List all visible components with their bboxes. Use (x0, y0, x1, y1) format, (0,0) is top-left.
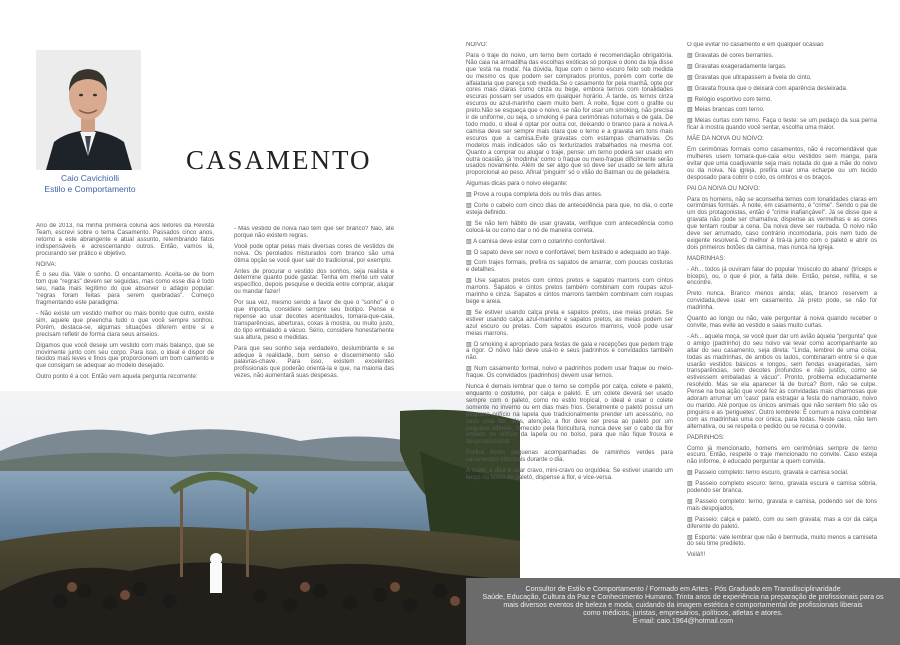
list-item: ▧ Meias brancas com terno. (687, 106, 765, 114)
paragraph: - Ah... aquela moça, se você quer dar um avião àquela "pergunta" que o amigo (padrinho) do seu noivo vai levar como acompanhante ao altar do seu casamento, seja direta: "Linda, lembrei de uma coisa, todas as madrinhas, de ambos os lados, combinaram entre si e que usarão vestidos básicos e longos, sem fendas exageradas, sem transparências, sem decotes profundos e não justos, como se estivessem embaladas a vácuo". Pronto, problema educadamente resolvido. Mas se ela aparecer lá de burca? Bom, não se culpe. Pense na boa ação que você fez às convidadas mais charmosas que adoram arrumar um 'caso' para estragar a festa do namorado, noivo ou marido. Até porque os únicos animais que não sentem frio são os pinguins e as 'periguetes'. Outro lembrete: É comum a noiva combinar com as madrinhas uma cor única, para todas. Neste caso, não tem alternativa, ou se respeita o pedido ou se recusa o convite. (687, 332, 877, 430)
paragraph: Quanto ao longo ou não, vale perguntar à noiva quando receber o convite, mas evite ao vestido e saias muito curtas. (687, 315, 877, 329)
bio-line: mais diversos eventos de beleza e moda, cuidando da imagem estética e comportamental de profissionais liberais (503, 600, 863, 609)
text-column-1 (36, 223, 214, 391)
list-item: ▧ O smoking é apropriado para festas de gala e recepções que pedem traje a rigor. O noivo não deve usá-lo e seus padrinhos e convidados também não. (466, 340, 673, 362)
paragraph: Em cerimônias formais como casamentos, não é recomendável que mulheres usem tomara-que-caia e/ou vestidos sem manga, para evitar que uma coadjuvante seja mais notada do que a mãe do noivo ou da noiva. Na igreja, prefira usar uma echarpe ou um tecido desposado para cobrir o colo, os ombros e os braços. (687, 146, 877, 181)
author-portrait-image (36, 50, 141, 170)
paragraph: NOIVO: (466, 42, 488, 48)
list-item: ▧ Relógio esportivo com terno. (687, 95, 773, 103)
paragraph: Para que seu sonho seja verdadeiro, deslumbrante e se adeque à realidade, bom senso e discernimento são palavras-chave. Para isso, existem excelentes profissionais que poderão orientá-la e que, na maioria das vezes, não aumentarã suas despesas. (234, 344, 394, 380)
text-column-4 (687, 42, 877, 567)
list-item: ▧ Num casamento formal, noivo e padrinhos podem usar fraque ou meio-fraque. Os convidados (padrinhos) devem usar ternos. (466, 365, 673, 380)
list-item: ▧ Gravatas de cores berrantes. (687, 51, 774, 59)
paragraph: Antes de procurar o vestido dos sonhos, seja realista e determine quanto pode gastar. Tenha em mente um valor específico, depois pesquise e decida entre comprar, alugar ou mandar fazer! (234, 267, 394, 296)
paragraph: - Não existe um vestido melhor ou mais bonito que outro, existe sim, aquele que preencha tudo o que você sempre sonhou. Porém, destaca-se, algumas situações diferem entre si e precisam refletir de forma clara seus anseios. (36, 309, 214, 338)
list-item: ▧ Gravata frouxa que o deixará com aparência desleixada. (687, 84, 848, 92)
list-item: ▧ Passeio: calça e paletó, com ou sem gravata; mas a cor da calça diferente do paletó. (687, 515, 877, 530)
paragraph: Prefira flores pequenas acompanhadas de raminhos verdes para casamentos informais durante o dia. (466, 449, 673, 464)
list-item: ▧ Gravatas que ultrapassem a fivela do cinto. (687, 73, 812, 81)
author-byline (20, 173, 160, 195)
list-item: ▧ Se não tem hábito de usar gravata, verifique com antecedência como colocá-la ou como dar o nó de maneira correta. (466, 219, 673, 234)
author-photo (36, 50, 141, 170)
paragraph: Nunca é demais lembrar que o terno se compõe por calça, colete e paletó, enquanto o costume, por calça e paletó. E um colete deverá ser usado sempre com o paletó, como no estilo tropical, o ideal é usar o colete somente no inverno ou em dias mais frios. Geralmente o paletó possui um pequeno orifício na lapela que tradicionalmente prender um acessório, no caso uma flor. Mas, atenção, a flor deve ser presa ao paletó por um pequeno alfinete, fornecido pela floricultura, nunca deve ser o cabo da flor enfiado no orifício da lapela ou no bolso, para que não fique frouxa e desproporcional. (466, 383, 673, 446)
list-item: ▧ O sapato deve ser novo e confortável, bem lustrado e adequado ao traje. (466, 248, 671, 256)
paragraph: Algumas dicas para o noivo elegante: (466, 180, 568, 188)
text-column-2 (234, 226, 394, 391)
wedding-photo (0, 391, 520, 645)
paragraph: - Mas vestido de noiva não tem que ser branco? Não, até porque não existem regras. (234, 226, 394, 239)
paragraph: Ano de 2013, na minha primeira coluna aos leitores da Revista Team, escrevi sobre o tema Casamento. Passados cinco anos, retorno a este abrangente e atual assunto, relembrando fatos indispensáveis e acrescentando outros. Então, vamos lá, procurando ser prático e objetivo. (36, 223, 214, 257)
list-item: ▧ Passeio completo escuro: terno, gravata escura e camisa sóbria, podendo ser branca. (687, 480, 877, 495)
paragraph: Por sua vez, mesmo sendo a favor de que o "sonho" é o que importa, considere sempre seu biotipo. Pense e repense ao usar decotes acentuados, tomara-que-caia, transparências, aberturas, coxas à mostra, ou muito justo, do tipo embalado a vácuo. Sério, considere honestamente sua altura, peso e medidas. (234, 299, 394, 341)
section-heading: MÃE DA NOIVA OU NOIVO: (687, 135, 764, 143)
paragraph: O que evitar no casamento e em qualquer ocasião (687, 42, 824, 48)
list-item: ▧ Esporte: vale lembrar que não é bermuda, muito menos a camiseta do seu time predileto. (687, 533, 877, 548)
paragraph: NOIVA: (36, 260, 57, 268)
paragraph: Como já mencionado, homens em cerimônias sempre de terno escuro. Então, respeite o traje mencionado no convite. Caso esteja não informe, é educado perguntar a quem convida. (687, 444, 877, 466)
paragraph: - Ah... todos já ouviram falar do popular 'músculo do abano' (tríceps e bíceps), ou, o que é pior, a falta dele. Então, pense, reflita, e se encontre. (687, 265, 877, 287)
paragraph: Preto nunca. Branco menos ainda; elas, branco reservem a convidada,deve usar em casamento. Já preto pode, se não for madrinha. (687, 290, 877, 312)
paragraph: Voilà!!! (687, 551, 706, 559)
list-item: ▧ Prove a roupa completa dois ou três dias antes. (466, 191, 603, 199)
list-item: ▧ Passeio completo: terno escuro, gravata e camisa social. (687, 469, 849, 477)
list-item: ▧ Com trajes formais, prefira os sapatos de amarrar, com poucas costuras e detalhes. (466, 259, 673, 274)
paragraph: Você pode optar pelas mais diversas cores de vestidos de noiva. Os perolados misturados com branco são uma ótima opção se você quer sair do tradicional, por exemplo. (234, 242, 394, 264)
author-email: E-mail: caio.1964@hotmail.com (632, 616, 734, 625)
article-title: CASAMENTO (186, 145, 372, 175)
list-item: ▧ Passeio completo: terno, gravata e camisa, podendo ser de tons mais despojados. (687, 497, 877, 512)
text-column-3 (466, 42, 673, 567)
author-name: Caio Cavichiolli (60, 173, 120, 183)
list-item: ▧ Meias curtas com terno. Faça o teste: se um pedaço da sua perna ficar à mostra quando você sentar, escolha uma maior. (687, 117, 877, 132)
wedding-scene-image (0, 391, 520, 645)
section-heading: PADRINHOS: (687, 433, 725, 441)
paragraph: À noite, a dica é usar cravo, mini-cravo ou orquídea. Se estiver usando um lenço no bolso do paletó, dispense a flor, e vice-versa. (466, 467, 673, 481)
section-heading: PAI DA NOIVA OU NOIVO: (687, 184, 760, 192)
list-item: ▧ Se estiver usando calça preta e sapatos pretos, use meias pretas. Se estiver usando calça azul-marinho e sapatos pretos, as meias podem ser azul escuro ou pretas. Com sapatos escuros marrons, você pode usar meias marrons. (466, 308, 673, 337)
list-item: ▧ Use sapatos pretos com cintos pretos e sapatos marrons com cintos marrons. Sapatos e cintos pretos também combinam com roupas azul-marinho e cinza. Sapatos e cintos marrons também combinam com roupas bege e areia. (466, 277, 673, 305)
paragraph: Outro ponto é a cor. Então vem aquela pergunta recorrente: (36, 373, 198, 381)
paragraph: É o seu dia. Vale o sonho. O encantamento. Aceita-se de bom tom que "regras" devem ser seguidas, mas como esse dia é todo seu, nada mais legítimo do que absorver o adágio popular: "regras foram feitas para serem quebradas". Começo fragmentando este paradigma: (36, 271, 214, 307)
bio-line: Saúde, Educação, Cultura da Paz e Conhecimento Humano. Trinta anos de experiência na preparação de profissionais para os (482, 592, 884, 601)
section-heading: MADRINHAS: (687, 254, 726, 262)
paragraph: Para o traje do noivo, um terno bem cortado é recomendação obrigatória. Não caia na armadilha das escolhas exóticas só porque o dono da loja disse que 'está na moda'. Na dúvida, fique com o terno escuro feito sob medida ou mesmo os que podem ser comprados prontos, porém com corte de alfaiataria que pareça sob medida.Se o casamento for pela manhã, opte por cores mais claras como cinza ou bege, embora ternos com tonalidades escuras possam ser usados em qualquer horário. À tarde, os ternos cinza escuros ou azul-marinho caem muito bem. À noite, fique com o grafite ou preto.Não se esqueça que o noivo, se não for usar um smoking, não precisa ir de uniforme, ou seja, o smoking é para cerimônias noturnas e de gala. De todo modo, o ideal é optar por outra cor, deixando o branco para a noiva.A camisa deve ser sempre mais clara que o terno e a gravata em tons mais escuros que a camisa.Evite gravatas com estampas chamativas. Os modelos mais indicados são os texturizados trabalhados na mesma cor. Quanto a comprar ou alugar o traje, pense: um terno poderá ser usado em outra ocasião, já 'modinha' como o fraque ou meio-fraque dificilmente serão usados novamente. Além de ser algo que só deve ser usado se tem altura proporcional ao peso. Afinal 'pinguim' só o vilão do Batman ou de geladeira. (466, 51, 673, 177)
list-item: ▧ A camisa deve estar com o colarinho confortável. (466, 237, 606, 245)
list-item: ▧ Gravatas exageradamente largas. (687, 62, 787, 70)
bio-line: como médicos, juristas, empresários, políticos, atletas e atores. (583, 608, 783, 617)
paragraph: Digamos que você deseje um vestido com mais balanço, que se movimente junto com seu corpo. Para isso, o ideal é dispor de tecidos mais leves e finos que proporcionem um bom caimento e que consigam se adequar ao modelo desejado. (36, 341, 214, 370)
author-role: Estilo e Comportamento (44, 184, 136, 194)
list-item: ▧ Corte o cabelo com cinco dias de antecedência para que, no dia, o corte esteja definido. (466, 202, 673, 216)
paragraph: Para os homens, não se aconselha ternos com tonalidades claras em cerimônias formais. À noite, em casamento, é "crime". Sendo o pai de um dos protagonistas, então é "crime inafiançável". Já se disse que a gravata não pode ser chamativa; dispense as vermelhas e as cores que tentam roubar a cena. Da noiva deve ser roubada. O noivo não deve ser arrumado, caso contrário incomodaria, pois nem tudo de exigente resolverá. O melhor é tirá-la junto com o paletó e abrir os dois primeiros botões da camisa, mas nunca na igreja. (687, 195, 877, 251)
bio-line: Consultor de Estilo e Comportamento / Formado em Artes - Pós Graduado em Transdisciplinaridade (525, 585, 841, 593)
author-bio-footer (466, 578, 900, 645)
